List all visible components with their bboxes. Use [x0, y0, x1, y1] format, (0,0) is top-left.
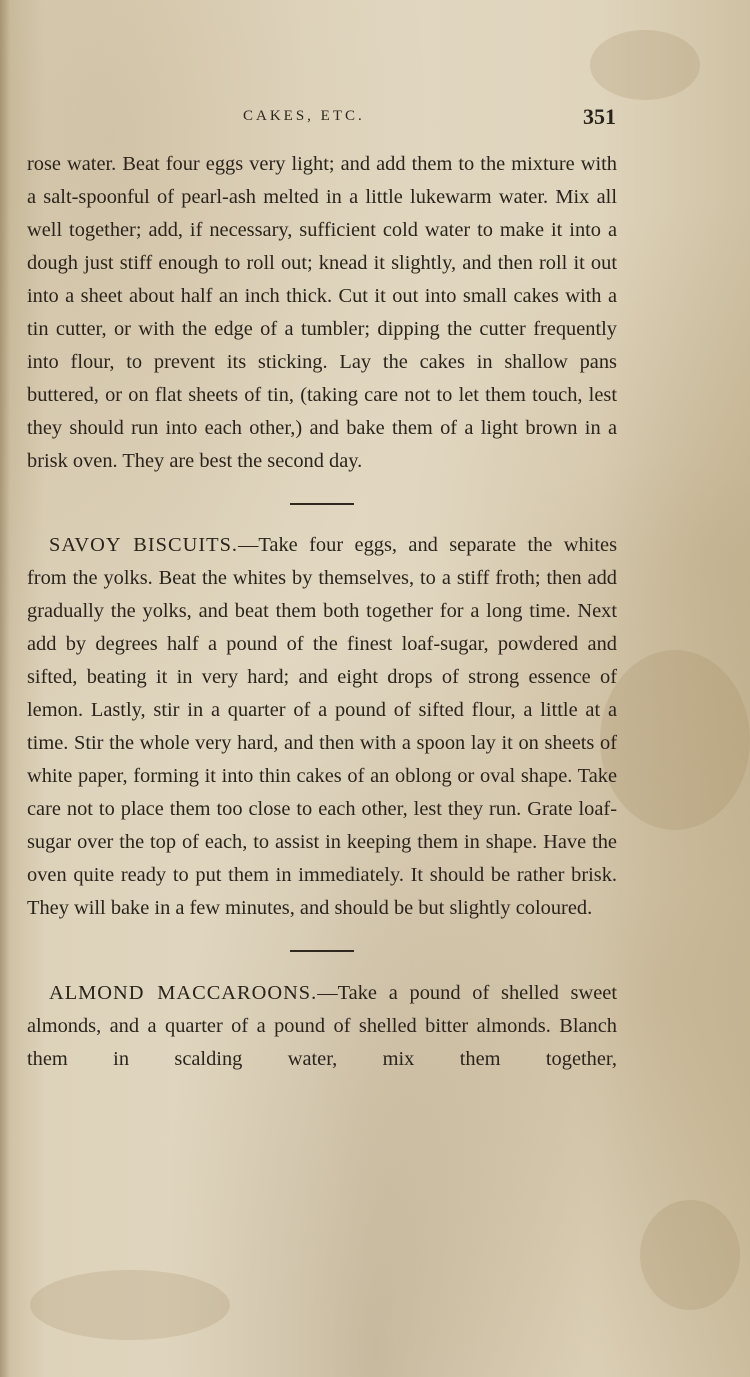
recipe-text: —Take four eggs, and separate the whites from the yolks. Beat the whites by themselves, to a stiff froth; then add gradually the yolks, and beat them both together for a long time. Next add by degrees half a pound of the finest loaf-sugar, powdered and sifted, beating it in very hard; and eight drops of strong essence of lemon. Lastly, stir in a quarter of a pound of sifted flour, a little at a time. Stir the whole very hard, and then with a spoon lay it on sheets of white paper, forming it into thin cakes of an oblong or oval shape. Take care not to place them too close to each other, lest they run. Grate loaf-sugar over the top of each, to assist in keeping them in shape. Have the oven quite ready to put them in immediately. It should be rather brisk. They will bake in a few minutes, and should be but slightly coloured. [27, 534, 618, 919]
page-number: 351 [583, 104, 616, 129]
recipe-title: ALMOND MACCAROONS. [49, 982, 318, 1004]
recipe-title: SAVOY BISCUITS. [49, 534, 239, 556]
recipe-text: —Take a pound of shelled sweet almonds, and a quarter of a pound of shelled bitter almonds. Blanch them in scalding water, mix them together, [27, 982, 617, 1070]
recipe-savoy-biscuits [27, 529, 617, 925]
paper-stain [640, 1200, 740, 1310]
section-divider [290, 503, 354, 505]
running-head: CAKES, ETC. [243, 108, 365, 124]
recipe-almond-maccaroons [27, 977, 617, 1076]
continued-paragraph: rose water. Beat four eggs very light; and add them to the mixture with a salt-spoonful of pearl-ash melted in a little lukewarm water. Mix all well together; add, if necessary, sufficient cold water to make it into a dough just stiff enough to roll out; knead it slightly, and then roll it out into a sheet about half an inch thick. Cut it out into small cakes with a tin cutter, or with the edge of a tumbler; dipping the cutter frequently into flour, to prevent its sticking. Lay the cakes in shallow pans buttered, or on flat sheets of tin, (taking care not to let them touch, lest they should run into each other,) and bake them of a light brown in a brisk oven. They are best the second day. [27, 153, 617, 472]
paper-stain [30, 1270, 230, 1340]
paper-stain [600, 650, 750, 830]
page-body [27, 148, 617, 1076]
section-divider [290, 950, 354, 952]
page-header [28, 104, 618, 134]
page-gutter-shadow [0, 0, 10, 1377]
paper-stain [590, 30, 700, 100]
